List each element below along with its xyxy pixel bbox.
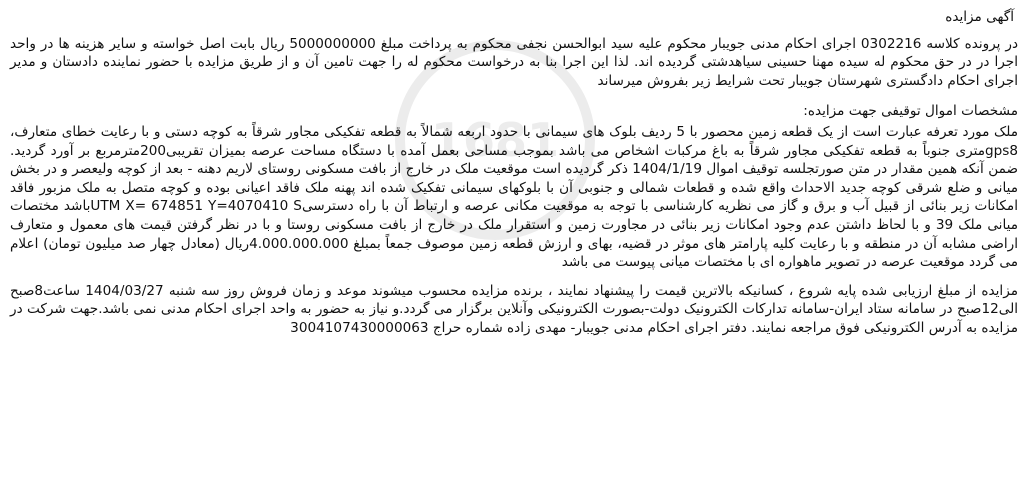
- property-description: ملک مورد تعرفه عبارت است از یک قطعه زمین محصور با 5 ردیف بلوک های سیمانی با حدود اربعه شمالاً به قطعه تفکیکی مجاور شرقاً به کوچه دستی و با رعایت خطای متعارف، gps8متری جنوباً به قطعه تفکیکی مجاور شرقاً به باغ مرکبات اشخاص می باشد بموجب مساحی بعمل آمده با دستگاه مساحت عرصه بمیزان تقریبی200مترمربع بر آورد گردید. ضمن آنکه همین مقدار در متن صورتجلسه توقیف اموال 1404/1/19 ذکر گردیده است موقعیت ملک در خارج از بافت مسکونی روستای لاریم دهنه - بعد از کوچه ولیعصر و در بخش میانی و ضلع شرقی کوچه جدید الاحداث واقع شده و قطعات شمالی و جنوبی آن با بلوکهای سیمانی تفکیک شده اند پهنه ملک فاقد اعیانی بوده و کوچه متصل به ملک مزبور فاقد امکانات زیر بنائی از قبیل آب و برق و گاز می نظریه کارشناسی با توجه به موقعیت مکانی عرصه و ارتباط آن با راه دسترسیUTM X= 674851 Y=4070410 Sباشد مختصات میانی ملک 39 و با لحاظ داشتن عدم وجود امکانات زیر بنائی در مجاورت زمین و استقرار ملک در خارج از بافت مسکونی روستا و با در نظر گرفتن قیمت های معمول و متعارف اراضی مشابه آن در منطقه و با رعایت کلیه پارامتر های موثر در قضیه، بهای و ارزش قطعه زمین موصوف جمعاً بمبلغ 4.000.000.000ریال (معادل چهار صد میلیون تومان) اعلام می گردد موقعیت عرصه در تصویر ماهواره ای با مختصات میانی پیوست می باشد: [10, 123, 1019, 271]
- watermark-text: 1681: [430, 113, 560, 167]
- auction-terms: مزایده از مبلغ ارزیابی شده پایه شروع ، کسانیکه بالاترین قیمت را پیشنهاد نمایند ، برنده مزایده محسوب میشوند موعد و زمان فروش روز سه شنبه 1404/03/27 ساعت8صبح الی12صبح در سامانه ستاد ایران-سامانه تدارکات الکترونیک دولت-بصورت الکترونیکی وآنلاین برگزار می گردد.و نیاز به حضور به واحد اجرای احکام مدنی نمی باشد.جهت شرکت در مزایده به آدرس الکترونیکی فوق مراجعه نمایند. دفتر اجرای احکام مدنی جویبار- مهدی زاده شماره حراج 3004107430000063: [10, 282, 1018, 336]
- intro-paragraph: در پرونده کلاسه 0302216 اجرای احکام مدنی جویبار محکوم علیه سید ابوالحسن نجفی محکوم به پرداخت مبلغ 5000000000 ریال بابت اصل خواسته و سایر هزینه ها در واحد اجرا در در حق محکوم له سیده مهنا حسینی سیاهدشتی گردیده اند. لذا این اجرا بنا به درخواست محکوم له را جهت تامین آن و از طریق مزایده با حضور نماینده دادستان و مدیر اجرای احکام دادگستری شهرستان جویبار تحت شرایط زیر بفروش میرساند: [10, 35, 1019, 89]
- section-heading: مشخصات اموال توقیفی جهت مزایده:: [803, 103, 1018, 120]
- notice-title: آگهی مزایده: [945, 9, 1014, 25]
